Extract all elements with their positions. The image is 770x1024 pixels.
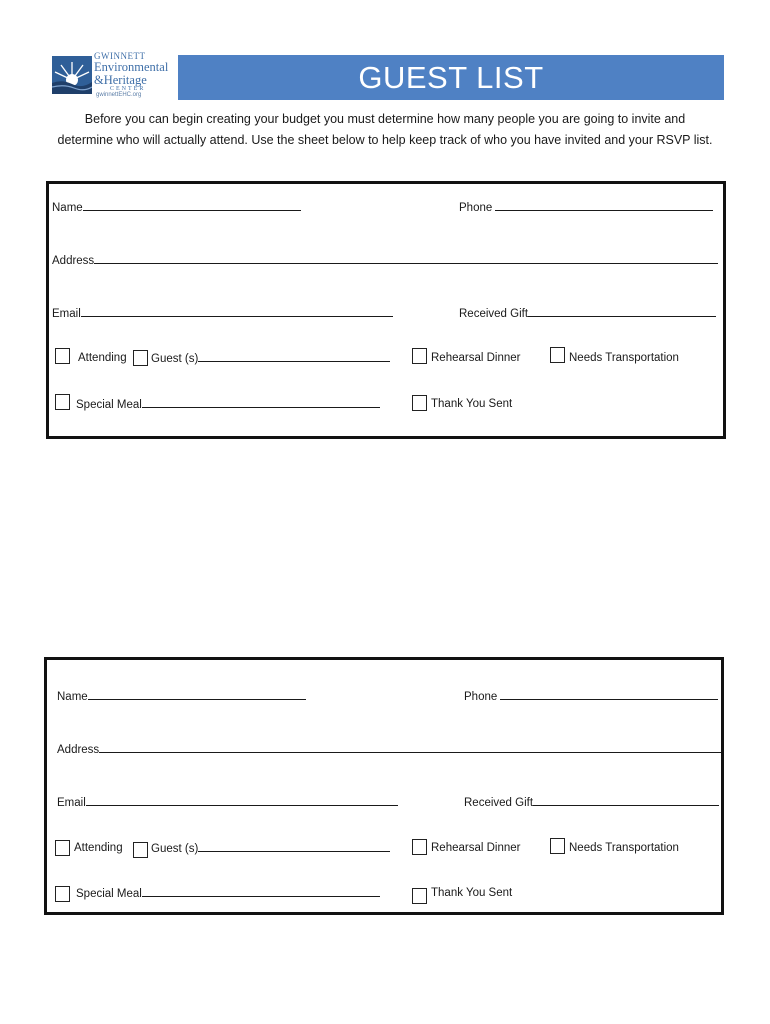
guests-line[interactable] [198, 351, 390, 362]
address-label: Address [57, 744, 100, 756]
page-title: GUEST LIST [358, 59, 544, 95]
guests-checkbox[interactable] [133, 350, 148, 366]
rehearsal-dinner-checkbox[interactable] [412, 839, 427, 855]
phone-field[interactable] [464, 689, 718, 704]
intro-line-1: Before you can begin creating your budget you must determine how many people you are going to invite and [84, 112, 686, 126]
special-meal-checkbox[interactable] [55, 886, 70, 902]
email-line[interactable] [86, 795, 398, 806]
guests-label: Guest (s) [151, 843, 199, 855]
needs-transportation-label: Needs Transportation [569, 352, 679, 364]
phone-field[interactable] [459, 200, 713, 215]
received-gift-label: Received Gift [459, 308, 529, 320]
logo-website: gwinnettEHC.org [96, 92, 142, 98]
special-meal-field[interactable] [76, 397, 380, 412]
email-field[interactable] [57, 795, 398, 810]
special-meal-checkbox[interactable] [55, 394, 70, 410]
logo-line-4: CENTER [110, 86, 146, 92]
thank-you-sent-checkbox[interactable] [412, 888, 427, 904]
rehearsal-dinner-checkbox[interactable] [412, 348, 427, 364]
special-meal-line[interactable] [142, 397, 380, 408]
received-gift-field[interactable] [464, 795, 719, 810]
phone-line[interactable] [500, 689, 718, 700]
logo-line-2: Environmental [94, 60, 169, 74]
email-field[interactable] [52, 306, 393, 321]
attending-checkbox[interactable] [55, 348, 70, 364]
address-line[interactable] [99, 742, 721, 753]
name-label: Name [57, 691, 88, 703]
special-meal-label: Special Meal [76, 888, 142, 900]
intro-line-2: determine who will actually attend. Use the sheet below to help keep track of who you have invited and your RSVP list. [57, 133, 713, 147]
guests-field[interactable] [151, 351, 390, 366]
guest-card-1 [46, 181, 726, 439]
address-label: Address [52, 255, 95, 267]
needs-transportation-checkbox[interactable] [550, 347, 565, 363]
name-field[interactable] [52, 200, 301, 215]
thank-you-sent-label: Thank You Sent [431, 887, 513, 899]
needs-transportation-checkbox[interactable] [550, 838, 565, 854]
received-gift-field[interactable] [459, 306, 716, 321]
name-label: Name [52, 202, 83, 214]
name-line[interactable] [83, 200, 301, 211]
email-label: Email [52, 308, 81, 320]
thank-you-sent-checkbox[interactable] [412, 395, 427, 411]
name-field[interactable] [57, 689, 306, 704]
attending-label: Attending [74, 842, 123, 854]
attending-label: Attending [78, 352, 127, 364]
guests-line[interactable] [198, 841, 390, 852]
address-field[interactable] [52, 253, 718, 268]
needs-transportation-label: Needs Transportation [569, 842, 679, 854]
phone-label: Phone [459, 202, 493, 214]
rehearsal-dinner-label: Rehearsal Dinner [431, 842, 521, 854]
gehc-logo [52, 52, 172, 100]
guests-label: Guest (s) [151, 353, 199, 365]
rehearsal-dinner-label: Rehearsal Dinner [431, 352, 521, 364]
received-gift-line[interactable] [528, 306, 716, 317]
guests-checkbox[interactable] [133, 842, 148, 858]
attending-checkbox[interactable] [55, 840, 70, 856]
email-line[interactable] [81, 306, 393, 317]
guests-field[interactable] [151, 841, 390, 856]
special-meal-label: Special Meal [76, 399, 142, 411]
thank-you-sent-label: Thank You Sent [431, 398, 513, 410]
name-line[interactable] [88, 689, 306, 700]
logo-line-1: GWINNETT [94, 51, 146, 61]
logo-line-3: &Heritage [94, 72, 147, 87]
intro-paragraph [40, 109, 730, 151]
logo-wordmark [94, 52, 174, 98]
phone-label: Phone [464, 691, 498, 703]
received-gift-label: Received Gift [464, 797, 534, 809]
page-title-bar [178, 55, 724, 100]
guest-card-2 [44, 657, 724, 915]
email-label: Email [57, 797, 86, 809]
sunrise-logo-icon [52, 56, 92, 94]
phone-line[interactable] [495, 200, 713, 211]
special-meal-field[interactable] [76, 886, 380, 901]
received-gift-line[interactable] [533, 795, 719, 806]
address-line[interactable] [94, 253, 718, 264]
address-field[interactable] [57, 742, 721, 757]
special-meal-line[interactable] [142, 886, 380, 897]
